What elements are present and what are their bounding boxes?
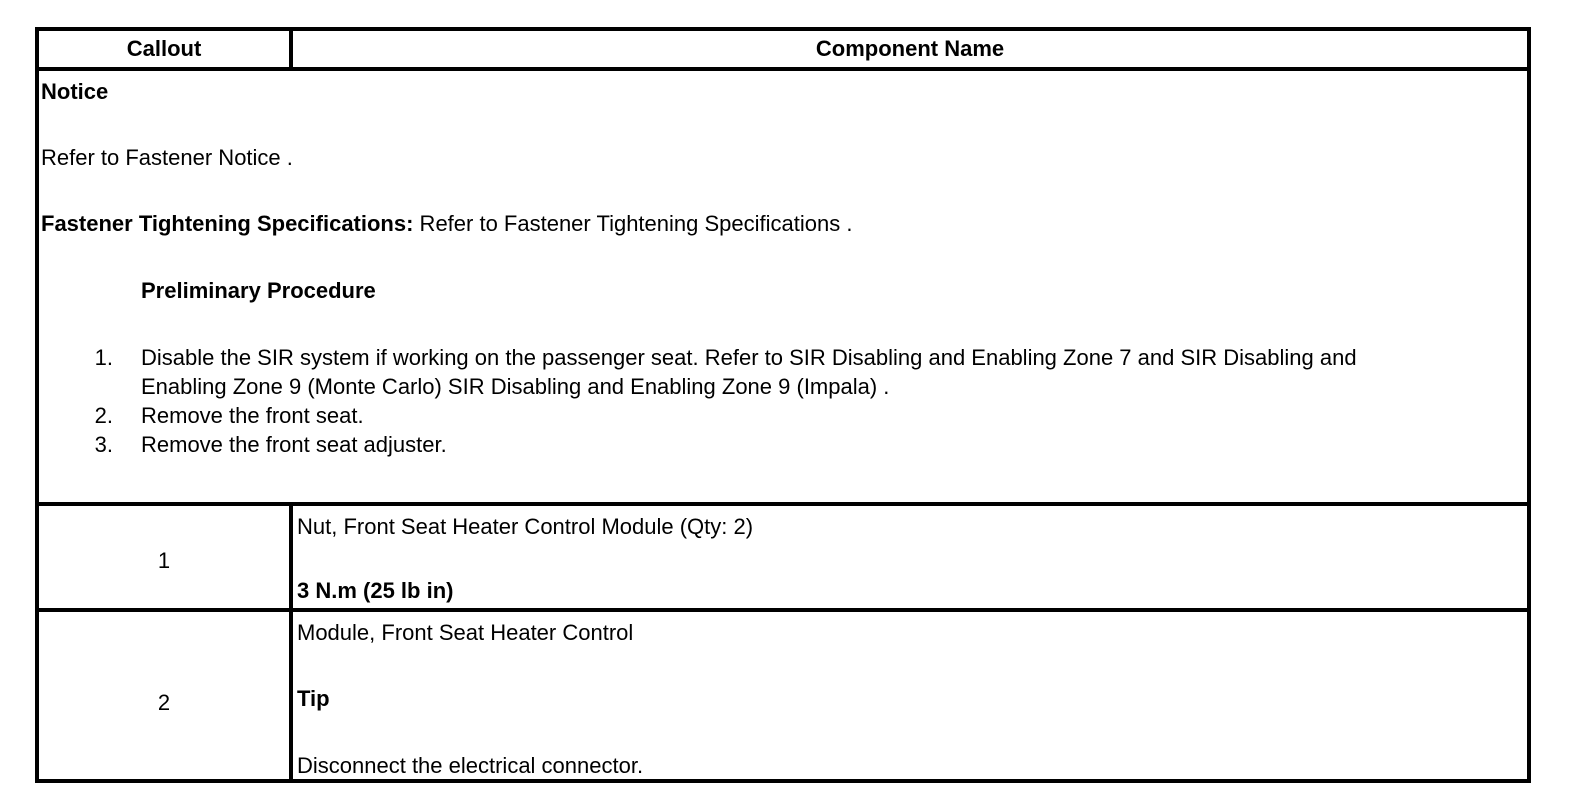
table-row bbox=[39, 506, 1527, 612]
notice-text: Refer to Fastener Notice . bbox=[41, 145, 293, 170]
callout-header: Callout bbox=[126, 36, 202, 61]
step-number: 3. bbox=[94, 432, 113, 457]
tip-text: Disconnect the electrical connector. bbox=[297, 753, 644, 778]
step-number: 2. bbox=[94, 403, 113, 428]
column-divider bbox=[289, 612, 293, 779]
component-name: Module, Front Seat Heater Control bbox=[297, 620, 634, 645]
step-text: Remove the front seat adjuster. bbox=[141, 432, 447, 457]
callout-number: 2 bbox=[157, 690, 171, 715]
component-name: Nut, Front Seat Heater Control Module (Qty: 2) bbox=[297, 514, 754, 539]
fastener-spec-label: Fastener Tightening Specifications: bbox=[41, 211, 414, 236]
notice-title: Notice bbox=[41, 79, 109, 104]
column-divider bbox=[289, 506, 293, 608]
fastener-spec-line bbox=[41, 211, 852, 237]
step-text: Disable the SIR system if working on the passenger seat. Refer to SIR Disabling and Enabling Zone 7 and SIR Disabling and bbox=[141, 345, 1357, 370]
tip-title: Tip bbox=[297, 686, 330, 711]
step-text-continued: Enabling Zone 9 (Monte Carlo) SIR Disabling and Enabling Zone 9 (Impala) . bbox=[141, 374, 890, 399]
notice-section bbox=[39, 71, 1527, 506]
torque-spec: 3 N.m (25 lb in) bbox=[297, 578, 454, 603]
step-number: 1. bbox=[94, 345, 113, 370]
fastener-spec-text: Refer to Fastener Tightening Specifications . bbox=[413, 211, 853, 236]
procedure-title: Preliminary Procedure bbox=[141, 278, 376, 303]
component-name-header: Component Name bbox=[815, 36, 1005, 61]
step-text: Remove the front seat. bbox=[141, 403, 364, 428]
component-table bbox=[35, 27, 1531, 783]
callout-number: 1 bbox=[157, 548, 171, 573]
table-header-row bbox=[39, 31, 1527, 71]
table-row bbox=[39, 612, 1527, 779]
